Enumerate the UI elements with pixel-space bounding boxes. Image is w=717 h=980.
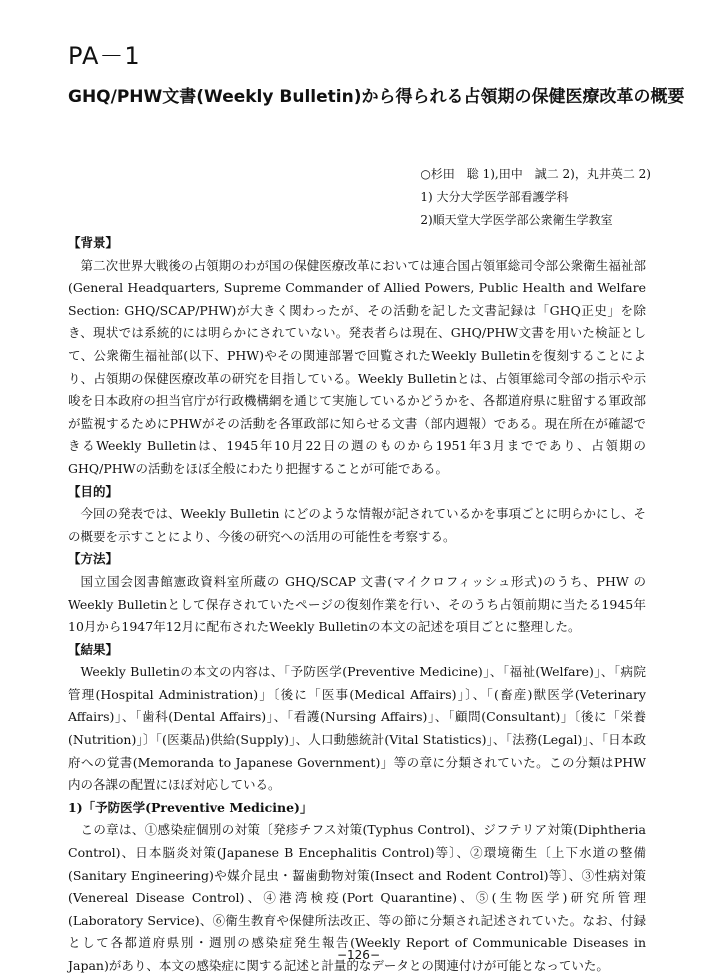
abstract-body	[68, 232, 646, 978]
section-heading-method: 【方法】	[68, 551, 119, 567]
section-heading-background: 【背景】	[68, 235, 119, 250]
author-block	[420, 163, 651, 232]
affiliation-1: 1) 大分大学医学部看護学科	[420, 190, 569, 204]
section-heading-results: 【結果】	[68, 641, 119, 657]
results-item-1-heading: 1)「予防医学(Preventive Medicine)」	[68, 799, 313, 815]
section-background-text: 第二次世界大戦後の占領期のわが国の保健医療改革においては連合国占領軍総司令部公衆衛生福祉部(General Headquarters, Supreme Commander of Allied Powers, Public Health and Welfare Section: GHQ/SCAP/PHW)が大きく関わったが、その活動を記した文書記録は「GHQ正史」を除き、現状では系統的には明らかにされていない。発表者らは現在、GHQ/PHW文書を用いた検証として、公衆衛生福祉部(以下、PHW)やその関連部署で回覧されたWeekly Bulletinを復刻することにより、占領期の保健医療改革の研究を目指している。Weekly Bulletinとは、占領軍総司令部の指示や示唆を日本政府の担当官庁が行政機構網を通じて実施しているかどうかを、各都道府県に駐留する軍政部が監視するためにPHWがその活動を各軍政部に知らせる文書（部内週報）である。現在所在が確認できるWeekly Bulletinは、1945年10月22日の週のものから1951年3月までであり、占領期のGHQ/PHWの活動をほぼ全般にわたり把握することが可能である。	[68, 257, 646, 476]
page-number: −126−	[336, 948, 380, 962]
paper-title: GHQ/PHW文書(Weekly Bulletin)から得られる占領期の保健医療改革の概要	[68, 87, 685, 107]
section-method-text: 国立国会図書館憲政資料室所蔵の GHQ/SCAP 文書(マイクロフィッシュ形式)のうち、PHW のWeekly Bulletinとして保存されていたページの復刻作業を行い、そのうち占領前期に当たる1945年10月から1947年12月に配布されたWeekly Bulletinの本文の記述を項目ごとに整理した。	[68, 573, 646, 635]
section-heading-purpose: 【目的】	[68, 483, 119, 499]
section-results-text: Weekly Bulletinの本文の内容は、「予防医学(Preventive Medicine)」、「福祉(Welfare)」、「病院管理(Hospital Administration)」〔後に「医事(Medical Affairs)」〕、「(畜産)獣医学(Veterinary Affairs)」、「歯科(Dental Affairs)」、「看護(Nursing Affairs)」、「顧問(Consultant)」〔後に「栄養(Nutrition)」〕「(医薬品)供給(Supply)」、人口動態統計(Vital Statistics)」、「法務(Legal)」、「日本政府への覚書(Memoranda to Japanese Government)」等の章に分類されていた。この分類はPHW内の各課の配置にほぼ対応している。	[68, 664, 646, 793]
affiliation-2: 2)順天堂大学医学部公衆衛生学教室	[420, 213, 613, 227]
section-purpose-text: 今回の発表では、Weekly Bulletin にどのような情報が記されているかを事項ごとに明らかにし、その概要を示すことにより、今後の研究への活用の可能性を考察する。	[68, 506, 646, 544]
abstract-code: PA－1	[68, 42, 141, 70]
results-item-1-text: この章は、①感染症個別の対策〔発疹チフス対策(Typhus Control)、ジフテリア対策(Diphtheria Control)、日本脳炎対策(Japanese B Encephalitis Control)等〕、②環境衛生〔上下水道の整備(Sanitary Engineering)や媒介昆虫・齧歯動物対策(Insect and Rodent Control)等〕、③性病対策(Venereal Disease Control)、④港湾検疫(Port Quarantine)、⑤(生物医学)研究所管理(Laboratory Service)、⑥衛生教育や保健所法改正、等の節に分類され記述されていた。なお、付録として各都道府県別・週別の感染症発生報告(Weekly Report of Communicable Diseases in Japan)があり、本文の感染症に関する記述と計量的なデータとの関連付けが可能となっていた。	[68, 822, 646, 973]
author-names: ○杉田 聡 1),田中 誠二 2)，丸井英二 2)	[420, 167, 651, 181]
